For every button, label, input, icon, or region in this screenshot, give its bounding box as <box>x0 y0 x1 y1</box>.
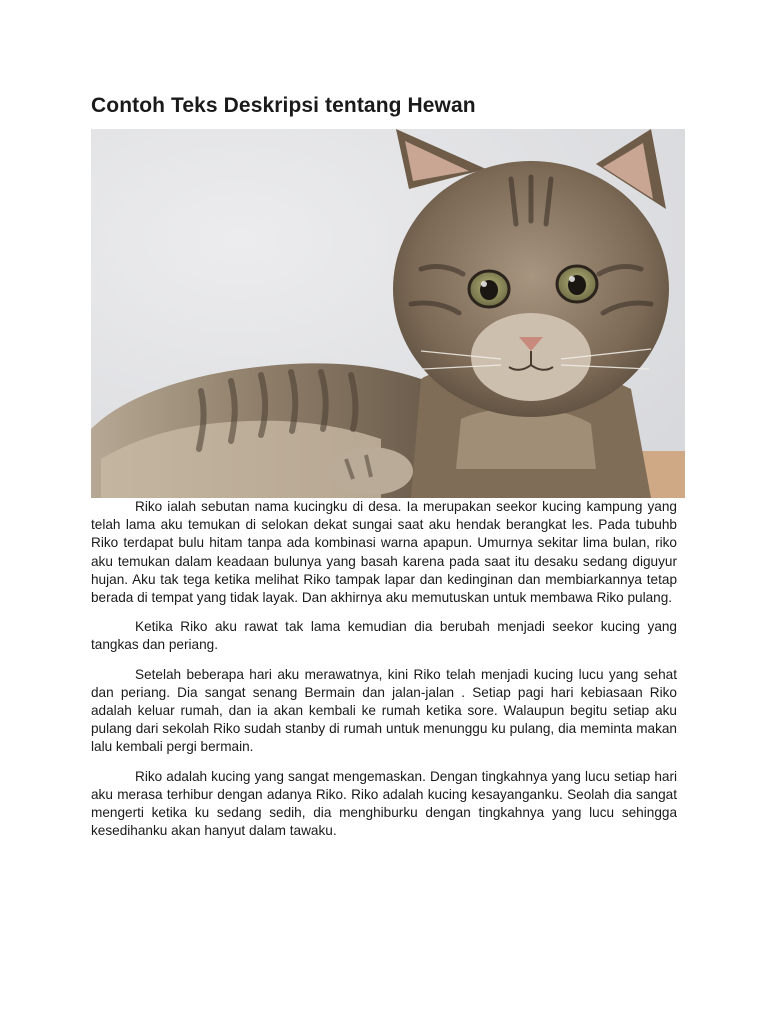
paragraph-4: Riko adalah kucing yang sangat mengemaskan. Dengan tingkahnya yang lucu setiap hari aku merasa terhibur dengan adanya Riko. Riko adalah kucing kesayanganku. Seolah dia sangat mengerti ketika ku sedang sedih, dia menghiburku dengan tingkahnya yang lucu sehingga kesedihanku akan hanyut dalam tawaku. <box>91 768 677 839</box>
paragraph-3: Setelah beberapa hari aku merawatnya, kini Riko telah menjadi kucing lucu yang sehat dan periang. Dia sangat senang Bermain dan jalan-jalan . Setiap pagi hari kebiasaan Riko adalah keluar rumah, dan ia akan kembali ke rumah ketika sore. Walaupun begitu setiap aku pulang dari sekolah Riko sudah stanby di rumah untuk menunggu ku pulang, dia meminta makan lalu kembali pergi bermain. <box>91 666 677 755</box>
paragraph-1: Riko ialah sebutan nama kucingku di desa. Ia merupakan seekor kucing kampung yang telah lama aku temukan di selokan dekat sungai saat aku hendak berangkat les. Pada tubuhb Riko terdapat bulu hitam tanpa ada kombinasi warna apapun. Umurnya sekitar lima bulan, riko aku temukan dalam keadaan bulunya yang basah karena pada saat itu desaku sedang diguyur hujan. Aku tak tega ketika melihat Riko tampak lapar dan kedinginan dan membiarkannya tetap berada di tempat yang tidak layak. Dan akhirnya aku memutuskan untuk membawa Riko pulang. <box>91 499 677 606</box>
document-body <box>91 498 677 851</box>
document-title: Contoh Teks Deskripsi tentang Hewan <box>91 94 476 117</box>
paragraph-2: Ketika Riko aku rawat tak lama kemudian dia berubah menjadi seekor kucing yang tangkas dan periang. <box>91 619 677 653</box>
kitten-illustration <box>91 129 685 498</box>
kitten-photo <box>91 129 685 498</box>
